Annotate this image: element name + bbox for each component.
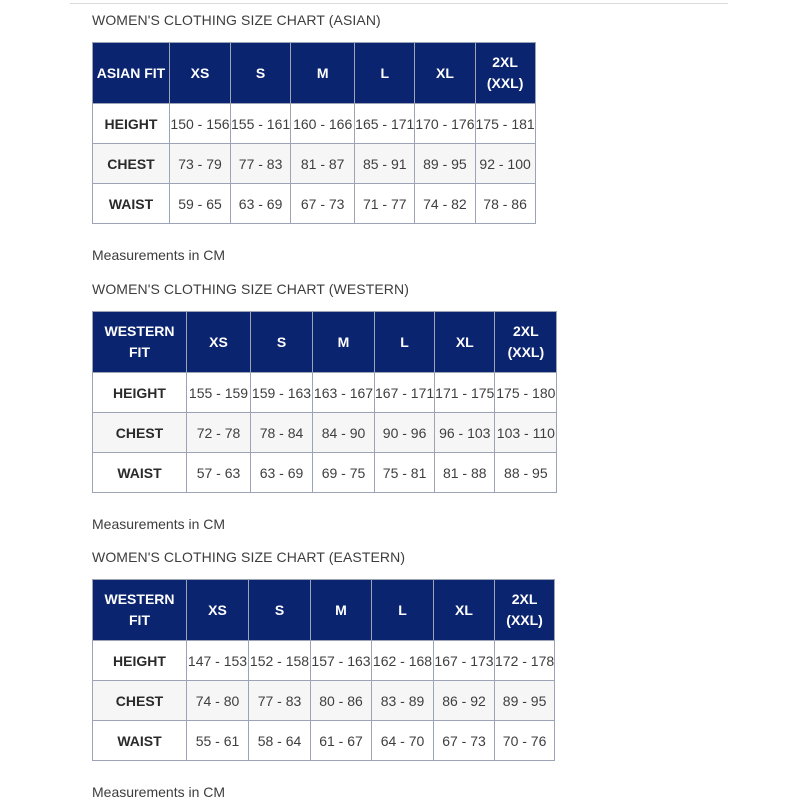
size-header: L: [355, 43, 415, 104]
table-cell: 92 - 100: [475, 144, 535, 184]
size-header: XS: [187, 312, 251, 373]
table-cell: 103 - 110: [495, 413, 557, 453]
size-header: M: [313, 312, 375, 373]
size-header: XS: [187, 580, 249, 641]
table-cell: 78 - 84: [251, 413, 313, 453]
measurement-note: Measurements in CM: [92, 247, 226, 263]
row-label: HEIGHT: [93, 104, 170, 144]
measurement-note: Measurements in CM: [92, 516, 226, 532]
table-cell: 80 - 86: [311, 681, 372, 721]
table-cell: 89 - 95: [495, 681, 555, 721]
header-row: [93, 43, 536, 104]
size-header: S: [249, 580, 311, 641]
size-header: M: [311, 580, 372, 641]
corner-header: WESTERN FIT: [93, 580, 187, 641]
table-cell: 86 - 92: [434, 681, 495, 721]
table-cell: 73 - 79: [170, 144, 231, 184]
table-cell: 74 - 80: [187, 681, 249, 721]
table-cell: 85 - 91: [355, 144, 415, 184]
size-table: [92, 42, 536, 224]
chart-title: WOMEN'S CLOTHING SIZE CHART (WESTERN): [92, 281, 409, 297]
size-table: [92, 311, 557, 493]
table-cell: 63 - 69: [231, 184, 291, 224]
table-cell: 81 - 88: [435, 453, 495, 493]
table-cell: 75 - 81: [375, 453, 435, 493]
size-header: XL: [435, 312, 495, 373]
table-cell: 175 - 180: [495, 373, 557, 413]
top-divider: [70, 3, 728, 4]
table-cell: 83 - 89: [372, 681, 434, 721]
table-cell: 152 - 158: [249, 641, 311, 681]
table-row: [93, 721, 555, 761]
corner-header: ASIAN FIT: [93, 43, 170, 104]
row-label: CHEST: [93, 144, 170, 184]
table-cell: 61 - 67: [311, 721, 372, 761]
table-cell: 57 - 63: [187, 453, 251, 493]
table-cell: 175 - 181: [475, 104, 535, 144]
table-cell: 165 - 171: [355, 104, 415, 144]
table-cell: 58 - 64: [249, 721, 311, 761]
row-label: CHEST: [93, 413, 187, 453]
table-cell: 162 - 168: [372, 641, 434, 681]
table-row: [93, 373, 557, 413]
table-cell: 90 - 96: [375, 413, 435, 453]
header-row: [93, 580, 555, 641]
size-header: 2XL (XXL): [495, 580, 555, 641]
size-header: L: [375, 312, 435, 373]
table-cell: 81 - 87: [291, 144, 355, 184]
table-row: [93, 104, 536, 144]
table-cell: 55 - 61: [187, 721, 249, 761]
table-cell: 89 - 95: [415, 144, 475, 184]
size-chart-asian: [92, 11, 536, 264]
table-cell: 88 - 95: [495, 453, 557, 493]
table-cell: 160 - 166: [291, 104, 355, 144]
chart-title: WOMEN'S CLOTHING SIZE CHART (ASIAN): [92, 12, 381, 28]
table-cell: 167 - 171: [375, 373, 435, 413]
table-cell: 59 - 65: [170, 184, 231, 224]
table-cell: 155 - 159: [187, 373, 251, 413]
size-header: 2XL (XXL): [475, 43, 535, 104]
table-row: [93, 681, 555, 721]
table-cell: 147 - 153: [187, 641, 249, 681]
row-label: WAIST: [93, 453, 187, 493]
table-cell: 77 - 83: [249, 681, 311, 721]
table-cell: 167 - 173: [434, 641, 495, 681]
row-label: HEIGHT: [93, 641, 187, 681]
table-cell: 84 - 90: [313, 413, 375, 453]
chart-title: WOMEN'S CLOTHING SIZE CHART (EASTERN): [92, 549, 406, 565]
row-label: WAIST: [93, 721, 187, 761]
row-label: WAIST: [93, 184, 170, 224]
table-row: [93, 413, 557, 453]
row-label: CHEST: [93, 681, 187, 721]
table-cell: 172 - 178: [495, 641, 555, 681]
size-header: S: [251, 312, 313, 373]
row-label: HEIGHT: [93, 373, 187, 413]
table-cell: 67 - 73: [434, 721, 495, 761]
table-cell: 96 - 103: [435, 413, 495, 453]
table-cell: 155 - 161: [231, 104, 291, 144]
size-chart-eastern: [92, 548, 555, 801]
size-header: XS: [170, 43, 231, 104]
table-cell: 171 - 175: [435, 373, 495, 413]
table-cell: 64 - 70: [372, 721, 434, 761]
size-header: L: [372, 580, 434, 641]
table-cell: 170 - 176: [415, 104, 475, 144]
size-header: 2XL (XXL): [495, 312, 557, 373]
table-cell: 77 - 83: [231, 144, 291, 184]
size-table: [92, 579, 555, 761]
table-cell: 72 - 78: [187, 413, 251, 453]
corner-header: WESTERN FIT: [93, 312, 187, 373]
size-chart-western: [92, 280, 557, 533]
table-cell: 163 - 167: [313, 373, 375, 413]
table-cell: 63 - 69: [251, 453, 313, 493]
header-row: [93, 312, 557, 373]
measurement-note: Measurements in CM: [92, 784, 226, 800]
table-row: [93, 453, 557, 493]
table-row: [93, 641, 555, 681]
table-cell: 67 - 73: [291, 184, 355, 224]
table-cell: 74 - 82: [415, 184, 475, 224]
table-row: [93, 184, 536, 224]
table-cell: 69 - 75: [313, 453, 375, 493]
table-cell: 159 - 163: [251, 373, 313, 413]
table-cell: 157 - 163: [311, 641, 372, 681]
table-cell: 70 - 76: [495, 721, 555, 761]
size-header: XL: [434, 580, 495, 641]
table-row: [93, 144, 536, 184]
size-header: M: [291, 43, 355, 104]
table-cell: 71 - 77: [355, 184, 415, 224]
table-cell: 150 - 156: [170, 104, 231, 144]
size-header: XL: [415, 43, 475, 104]
table-cell: 78 - 86: [475, 184, 535, 224]
size-header: S: [231, 43, 291, 104]
